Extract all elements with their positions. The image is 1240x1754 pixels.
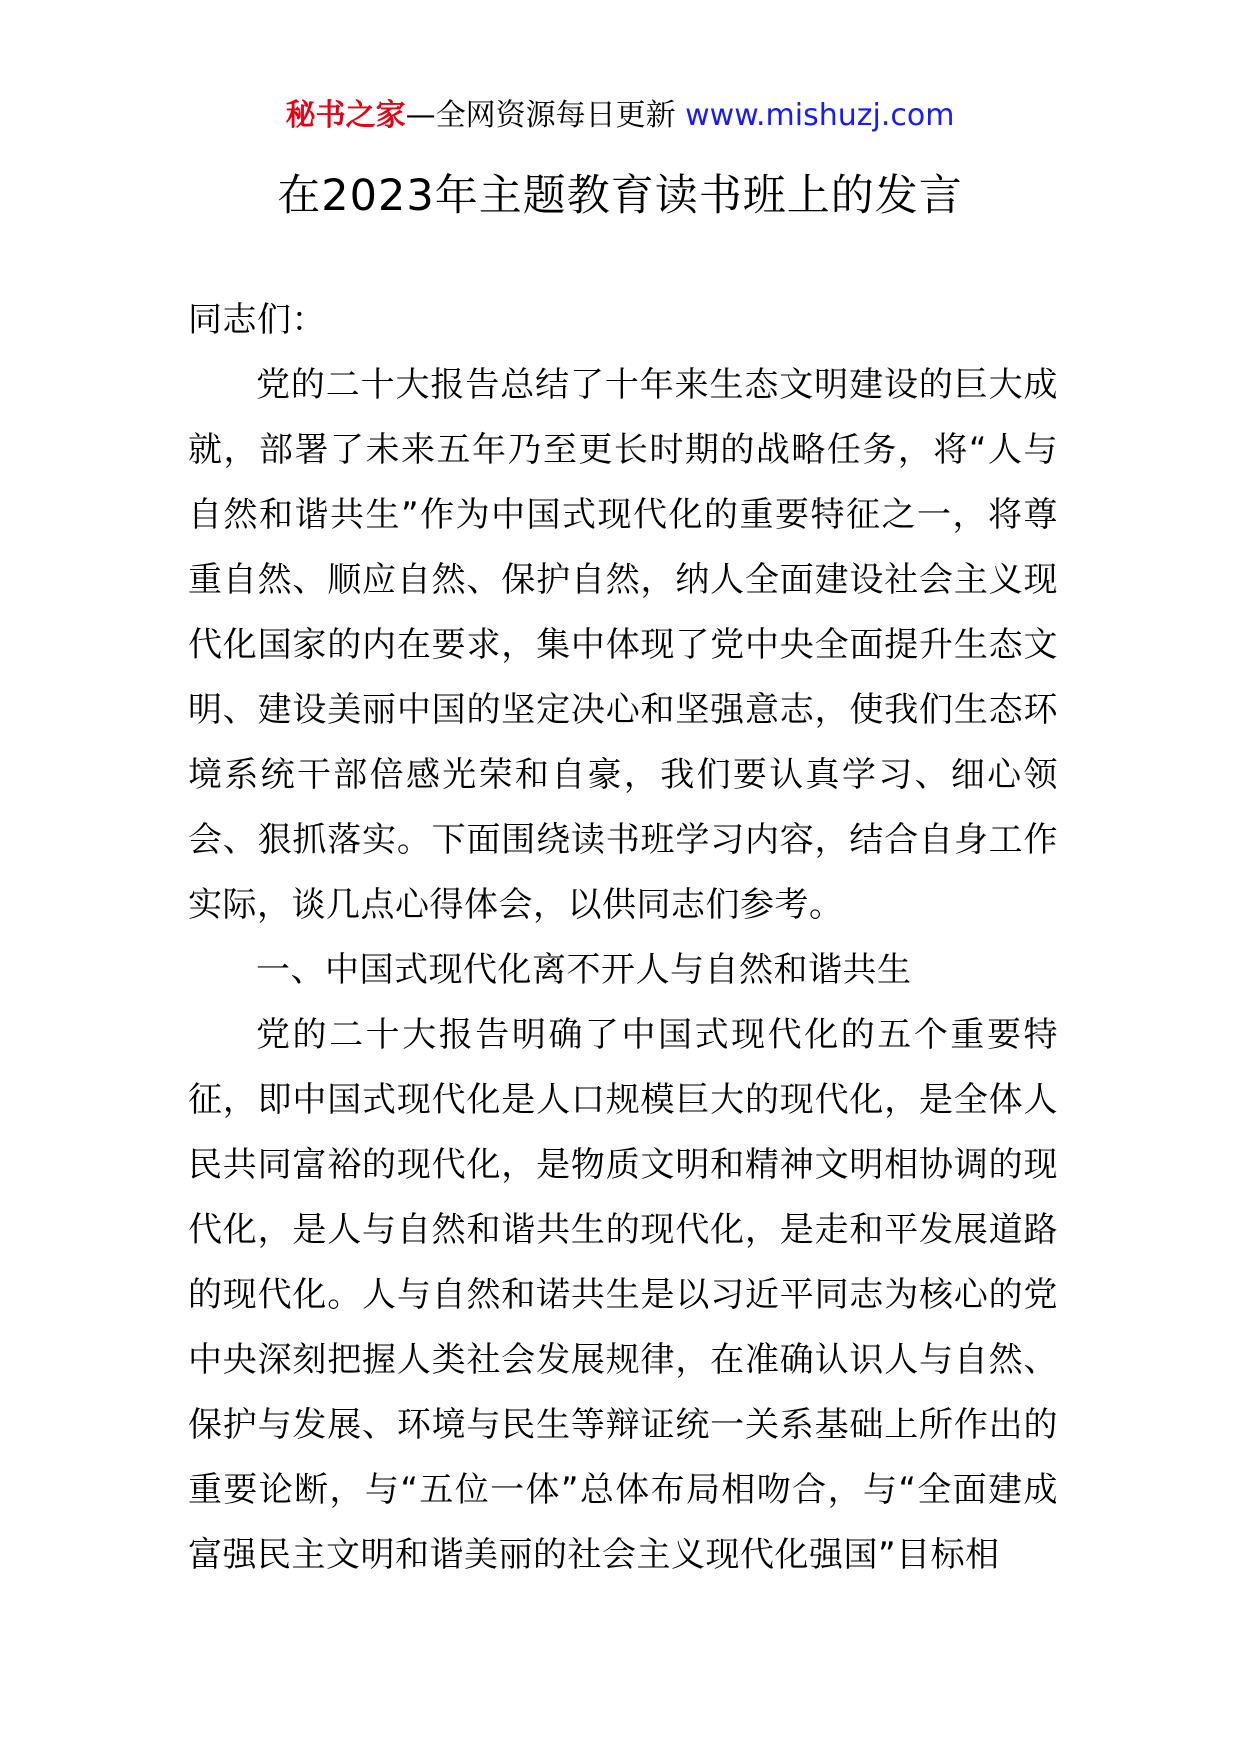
section-heading-1: 一、中国式现代化离不开人与自然和谐共生 <box>256 950 912 990</box>
paragraph-intro: 党的二十大报告总结了十年来生态文明建设的巨大成就，部署了未来五年乃至更长时期的战略任务，将“人与自然和谐共生”作为中国式现代化的重要特征之一，将尊重自然、顺应自然、保护自然，纳人全面建设社会主义现代化国家的内在要求，集中体现了党中央全面提升生态文明、建设美丽中国的坚定决心和坚强意志，使我们生态环境系统干部倍感光荣和自豪，我们要认真学习、细心领会、狠抓落实。下面围绕读书班学习内容，结合自身工作实际，谈几点心得体会，以供同志们参考。 <box>188 365 1058 925</box>
site-header <box>0 96 1240 136</box>
paragraph-section-1: 党的二十大报告明确了中国式现代化的五个重要特征，即中国式现代化是人口规模巨大的现代化，是全体人民共同富裕的现代化，是物质文明和精神文明相协调的现代化，是人与自然和谐共生的现代化，是走和平发展道路的现代化。人与自然和诺共生是以习近平同志为核心的党中央深刻把握人类社会发展规律，在准确认识人与自然、保护与发展、环境与民生等辩证统一关系基础上所作出的重要论断，与“五位一体”总体布局相吻合，与“全面建成富强民主文明和谐美丽的社会主义现代化强国”目标相 <box>188 1015 1058 1575</box>
site-url-link[interactable]: www.mishuzj.com <box>685 98 955 133</box>
brand-name: 秘书之家 <box>285 98 406 133</box>
salutation: 同志们： <box>188 300 326 340</box>
header-tagline: —全网资源每日更新 <box>405 98 676 133</box>
document-title: 在2023年主题教育读书班上的发言 <box>277 171 963 221</box>
document-body <box>188 288 1058 1588</box>
